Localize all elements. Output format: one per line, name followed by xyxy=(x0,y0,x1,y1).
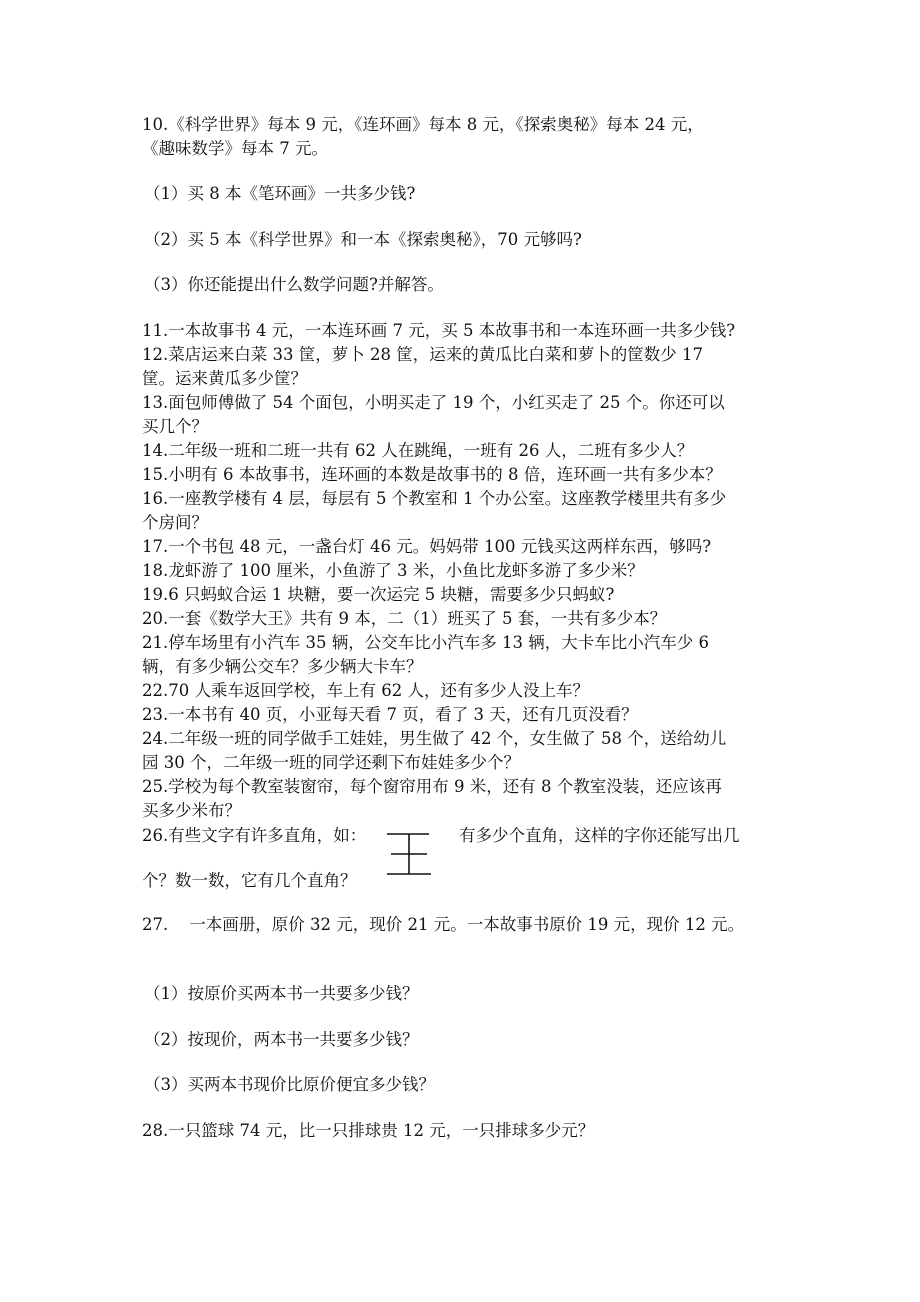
problem-21-line-2: 辆，有多少辆公交车？多少辆大卡车？ xyxy=(142,657,423,676)
problem-26-line-2: 个？数一数，它有几个直角？ xyxy=(142,871,357,890)
problem-17: 17.一个书包 48 元，一盏台灯 46 元。妈妈带 100 元钱买这两样东西，够吗? xyxy=(142,537,712,556)
problem-12-line-1: 12.菜店运来白菜 33 筐，萝卜 28 筐，运来的黄瓜比白菜和萝卜的筐数少 17 xyxy=(142,345,703,364)
problem-11: 11.一本故事书 4 元，一本连环画 7 元，买 5 本故事书和一本连环画一共多少钱? xyxy=(142,321,736,340)
problem-23: 23.一本书有 40 页，小亚每天看 7 页，看了 3 天，还有几页没看？ xyxy=(142,705,638,724)
problem-16-line-1: 16.一座教学楼有 4 层，每层有 5 个教室和 1 个办公室。这座教学楼里共有多少 xyxy=(142,489,727,508)
problem-25-line-2: 买多少米布？ xyxy=(142,801,241,820)
wang-character-icon xyxy=(387,826,435,884)
problem-10-question-1: （1）买 8 本《笔环画》一共多少钱? xyxy=(144,184,416,203)
problem-10-question-3: （3）你还能提出什么数学问题?并解答。 xyxy=(144,275,444,294)
problem-22: 22.70 人乘车返回学校，车上有 62 人，还有多少人没上车？ xyxy=(142,681,589,700)
problem-10-line-1: 10.《科学世界》每本 9 元，《连环画》每本 8 元，《探索奥秘》每本 24 元， xyxy=(142,115,704,134)
problem-26-text-after: 有多少个直角，这样的字你还能写出几 xyxy=(459,826,740,845)
problem-15: 15.小明有 6 本故事书，连环画的本数是故事书的 8 倍，连环画一共有多少本？ xyxy=(142,465,722,484)
problem-25-line-1: 25.学校为每个教室装窗帘，每个窗帘用布 9 米，还有 8 个教室没装，还应该再 xyxy=(142,777,722,796)
problem-27-line-1: 27. 一本画册，原价 32 元，现价 21 元。一本故事书原价 19 元，现价 12 元。 xyxy=(142,915,745,934)
problem-10-question-2: （2）买 5 本《科学世界》和一本《探索奥秘》，70 元够吗? xyxy=(144,230,582,249)
problem-24-line-1: 24.二年级一班的同学做手工娃娃，男生做了 42 个，女生做了 58 个，送给幼儿 xyxy=(142,729,727,748)
problem-12-line-2: 筐。运来黄瓜多少筐？ xyxy=(142,369,307,388)
problem-19: 19.6 只蚂蚁合运 1 块糖，要一次运完 5 块糖，需要多少只蚂蚁? xyxy=(142,585,615,604)
problem-16-line-2: 个房间？ xyxy=(142,513,208,532)
problem-27-question-3: （3）买两本书现价比原价便宜多少钱？ xyxy=(144,1075,435,1094)
problem-27-question-1: （1）按原价买两本书一共要多少钱？ xyxy=(144,984,419,1003)
problem-13-line-1: 13.面包师傅做了 54 个面包，小明买走了 19 个，小红买走了 25 个。你还可以 xyxy=(142,393,725,412)
problem-21-line-1: 21.停车场里有小汽车 35 辆，公交车比小汽车多 13 辆，大卡车比小汽车少 6 xyxy=(142,633,709,652)
problem-10-line-2: 《趣味数学》每本 7 元。 xyxy=(142,139,328,158)
problem-26-text-before: 26.有些文字有许多直角，如： xyxy=(142,826,367,845)
problem-20: 20.一套《数学大王》共有 9 本，二（1）班买了 5 套，一共有多少本？ xyxy=(142,609,667,628)
problem-24-line-2: 园 30 个，二年级一班的同学还剩下布娃娃多少个？ xyxy=(142,753,520,772)
problem-13-line-2: 买几个？ xyxy=(142,417,208,436)
problem-28: 28.一只篮球 74 元，比一只排球贵 12 元，一只排球多少元？ xyxy=(142,1121,595,1140)
problem-27-question-2: （2）按现价，两本书一共要多少钱？ xyxy=(144,1030,419,1049)
problem-18: 18.龙虾游了 100 厘米，小鱼游了 3 米，小鱼比龙虾多游了多少米？ xyxy=(142,561,644,580)
problem-14: 14.二年级一班和二班一共有 62 人在跳绳，一班有 26 人，二班有多少人？ xyxy=(142,441,694,460)
